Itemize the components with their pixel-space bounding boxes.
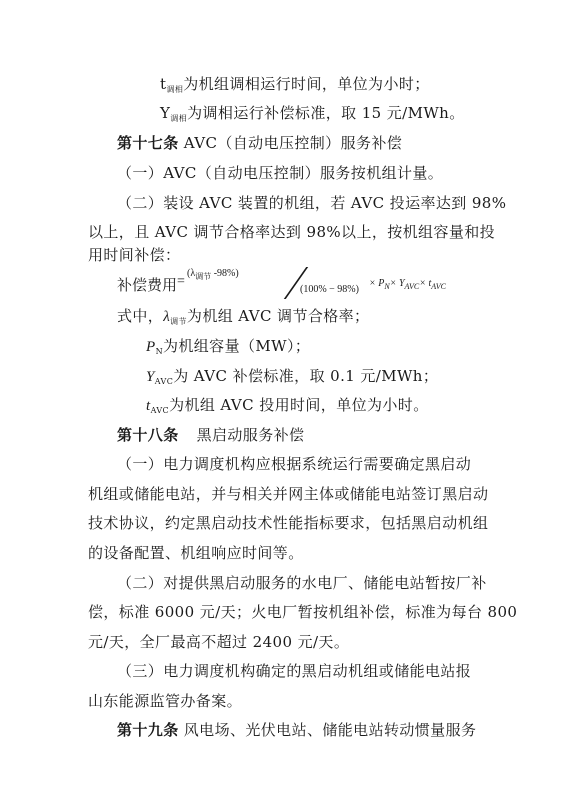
text-line: 技术协议，约定黑启动技术性能指标要求，包括黑启动机组: [88, 514, 489, 532]
text-line: 用时间补偿：: [88, 246, 181, 264]
article-number: 第十七条: [117, 134, 179, 152]
text-line: $Y_{调相}$为调相运行补偿标准，取 15 元/MWh。: [160, 104, 465, 123]
text-line: （三）电力调度机构确定的黑启动机组或储能电站报: [117, 662, 472, 680]
text-line: 山东能源监管办备案。: [88, 692, 243, 710]
text-line: （一）AVC（自动电压控制）服务按机组计量。: [117, 164, 444, 182]
compensation-formula: 补偿费用 = ($\lambda_{调节}$ -98%) (100% − 98%) × $P_N\times Y_{AVC}\times t_{AVC}$: [117, 266, 447, 302]
article-number: 第十八条: [117, 426, 179, 444]
definition-line: $Y_{AVC}$为 AVC 补偿标准，取 0.1 元/MWh；: [146, 367, 439, 386]
article-19-heading: 第十九条 风电场、光伏电站、储能电站转动惯量服务: [117, 721, 477, 739]
article-number: 第十九条: [117, 721, 179, 739]
text-line: 的设备配置、机组响应时间等。: [88, 544, 304, 562]
article-18-heading: 第十八条 黑启动服务补偿: [117, 426, 305, 444]
text-line: 以上，且 AVC 调节合格率达到 98%以上，按机组容量和投: [88, 223, 496, 241]
definition-line: $P_N$为机组容量（MW）；: [146, 337, 311, 356]
article-17-heading: 第十七条 AVC（自动电压控制）服务补偿: [117, 134, 403, 152]
formula-denominator: (100% − 98%): [300, 284, 359, 295]
text-line: 偿，标准 6000 元/天；火电厂暂按机组补偿，标准为每台 800: [88, 603, 518, 621]
text-line: （二）对提供黑启动服务的水电厂、储能电站暂按厂补: [117, 574, 487, 592]
text-line: $t_{调相}$为机组调相运行时间，单位为小时；: [160, 75, 430, 94]
formula-numerator: ($\lambda_{调节}$ -98%): [187, 268, 239, 281]
text-line: （一）电力调度机构应根据系统运行需要确定黑启动: [117, 455, 472, 473]
text-line: 机组或储能电站，并与相关并网主体或储能电站签订黑启动: [88, 485, 489, 503]
definition-line: 式中，$\lambda_{调节}$为机组 AVC 调节合格率；: [117, 307, 370, 326]
text-line: （二）装设 AVC 装置的机组，若 AVC 投运率达到 98%: [117, 194, 507, 212]
definition-line: $t_{AVC}$为机组 AVC 投用时间，单位为小时。: [146, 396, 429, 415]
text-line: 元/天，全厂最高不超过 2400 元/天。: [88, 633, 350, 651]
